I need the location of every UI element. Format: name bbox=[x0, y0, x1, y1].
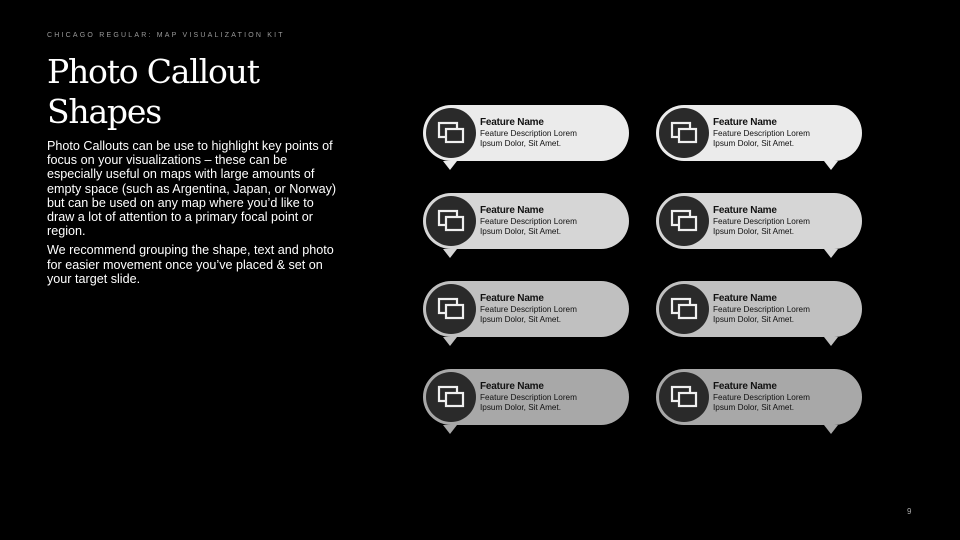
photo-icon bbox=[437, 121, 465, 145]
callout-tail bbox=[824, 425, 838, 434]
feature-description: Feature Description Lorem Ipsum Dolor, Sit Amet. bbox=[713, 217, 810, 236]
feature-description: Feature Description Lorem Ipsum Dolor, Sit Amet. bbox=[713, 305, 810, 324]
photo-callout bbox=[656, 105, 862, 161]
page-number: 9 bbox=[907, 507, 912, 516]
photo-callout bbox=[656, 369, 862, 425]
feature-name: Feature Name bbox=[713, 381, 777, 392]
kit-header-label: CHICAGO REGULAR: MAP VISUALIZATION KIT bbox=[47, 32, 285, 39]
photo-callout bbox=[656, 281, 862, 337]
slide-title bbox=[47, 52, 377, 132]
feature-description: Feature Description Lorem Ipsum Dolor, Sit Amet. bbox=[480, 305, 577, 324]
photo-placeholder bbox=[659, 108, 709, 158]
feature-description: Feature Description Lorem Ipsum Dolor, Sit Amet. bbox=[713, 393, 810, 412]
body-paragraph-2: We recommend grouping the shape, text and photo for easier movement once you’ve placed & set on your target slide. bbox=[47, 243, 334, 286]
feature-description: Feature Description Lorem Ipsum Dolor, Sit Amet. bbox=[480, 393, 577, 412]
callout-tail bbox=[443, 337, 457, 346]
photo-icon bbox=[437, 385, 465, 409]
callout-tail bbox=[443, 249, 457, 258]
callout-tail bbox=[443, 425, 457, 434]
photo-callout bbox=[423, 193, 629, 249]
photo-icon bbox=[437, 297, 465, 321]
photo-placeholder bbox=[659, 284, 709, 334]
photo-callout bbox=[656, 193, 862, 249]
feature-description: Feature Description Lorem Ipsum Dolor, Sit Amet. bbox=[480, 217, 577, 236]
photo-icon bbox=[670, 209, 698, 233]
photo-placeholder bbox=[659, 196, 709, 246]
photo-callout bbox=[423, 105, 629, 161]
photo-placeholder bbox=[426, 196, 476, 246]
callout-tail bbox=[443, 161, 457, 170]
photo-placeholder bbox=[426, 372, 476, 422]
photo-icon bbox=[670, 385, 698, 409]
callout-tail bbox=[824, 249, 838, 258]
photo-placeholder bbox=[426, 284, 476, 334]
feature-name: Feature Name bbox=[480, 205, 544, 216]
photo-placeholder bbox=[426, 108, 476, 158]
feature-description: Feature Description Lorem Ipsum Dolor, Sit Amet. bbox=[713, 129, 810, 148]
feature-name: Feature Name bbox=[480, 293, 544, 304]
feature-name: Feature Name bbox=[713, 117, 777, 128]
feature-name: Feature Name bbox=[713, 293, 777, 304]
photo-callout bbox=[423, 281, 629, 337]
feature-name: Feature Name bbox=[713, 205, 777, 216]
photo-placeholder bbox=[659, 372, 709, 422]
feature-name: Feature Name bbox=[480, 381, 544, 392]
callout-tail bbox=[824, 337, 838, 346]
feature-name: Feature Name bbox=[480, 117, 544, 128]
photo-icon bbox=[670, 297, 698, 321]
photo-icon bbox=[670, 121, 698, 145]
photo-callout bbox=[423, 369, 629, 425]
photo-icon bbox=[437, 209, 465, 233]
body-paragraph-1: Photo Callouts can be use to highlight key points of focus on your visualizations – these can be especially useful on maps with large amounts of empty space (such as Argentina, Japan, or Norway) but can be used on any map where you’d like to draw a lot of attention to a primary focal point or region. bbox=[47, 139, 337, 239]
feature-description: Feature Description Lorem Ipsum Dolor, Sit Amet. bbox=[480, 129, 577, 148]
callout-tail bbox=[824, 161, 838, 170]
slide-title-line1: Photo Callout bbox=[47, 52, 259, 91]
slide-title-line2: Shapes bbox=[47, 92, 161, 131]
slide-body bbox=[47, 139, 337, 291]
